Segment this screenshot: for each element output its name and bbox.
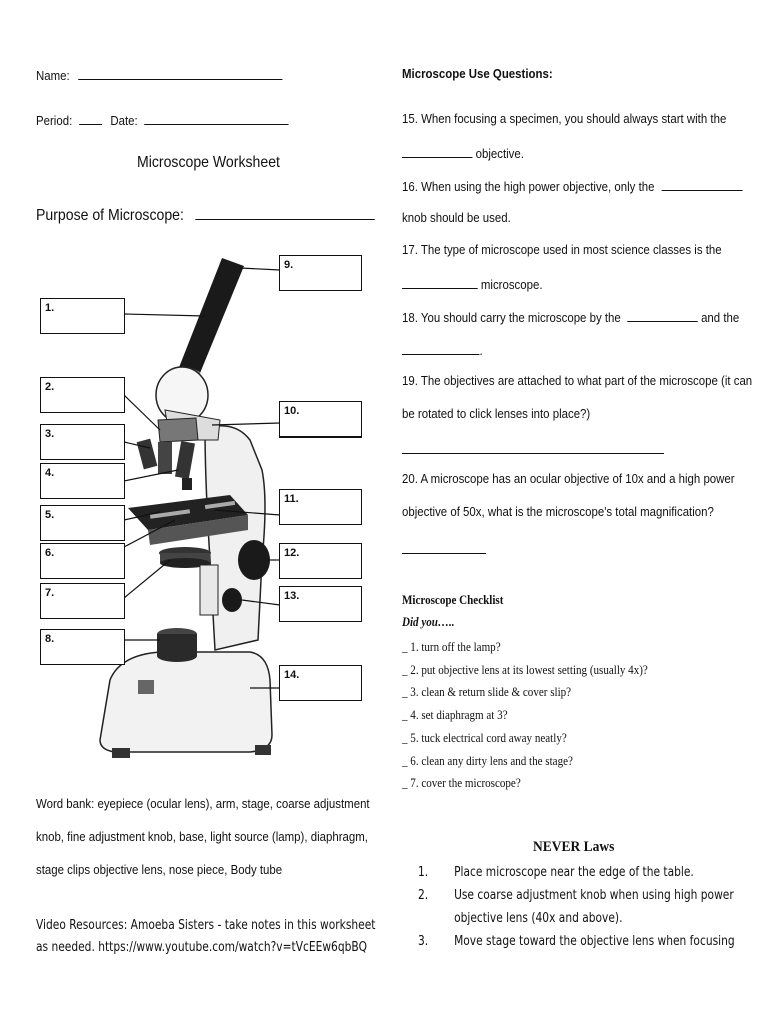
name-line: Name: [36, 66, 282, 83]
q20-answer-blank[interactable] [402, 540, 486, 554]
video-resources-line-1: Video Resources: Amoeba Sisters - take notes in this worksheet [36, 918, 376, 933]
checklist-heading: Microscope Checklist [402, 592, 504, 607]
never-laws-heading: NEVER Laws [533, 839, 615, 855]
question-16-line-2: knob should be used. [402, 210, 511, 225]
label-box-8[interactable]: 8. [40, 629, 125, 665]
question-18-line-2: . [402, 341, 483, 358]
objective-2 [158, 442, 172, 474]
checklist-item-2[interactable]: _ 2. put objective lens at its lowest setting (usually 4x)? [402, 661, 648, 677]
checklist [402, 636, 648, 795]
name-blank[interactable] [78, 66, 282, 80]
question-20-line-1: 20. A microscope has an ocular objective of 10x and a high power [402, 471, 735, 486]
checklist-item-3[interactable]: _ 3. clean & return slide & cover slip? [402, 684, 572, 700]
fine-knob [222, 588, 242, 612]
question-15-line-2: objective. [402, 144, 524, 161]
checklist-item-4[interactable]: _ 4. set diaphragm at 3? [402, 707, 508, 723]
q15-blank[interactable] [402, 144, 472, 158]
base-shape [100, 652, 272, 752]
label-box-14[interactable]: 14. [279, 665, 362, 701]
never-law-2-continued: objective lens (40x and above). [454, 911, 623, 926]
question-16-line-1: 16. When using the high power objective, only the [402, 177, 742, 194]
question-19-line-1: 19. The objectives are attached to what part of the microscope (it can [402, 373, 753, 388]
stage-column [200, 565, 218, 615]
objective-3 [175, 441, 195, 479]
eyepiece-tube [178, 258, 244, 378]
word-bank-line-3: stage clips objective lens, nose piece, Body tube [36, 862, 283, 877]
never-laws-list [418, 861, 735, 953]
question-20-line-2: objective of 50x, what is the microscope's total magnification? [402, 504, 714, 519]
checklist-item-1[interactable]: _ 1. turn off the lamp? [402, 639, 501, 654]
question-15-line-1: 15. When focusing a specimen, you should always start with the [402, 111, 727, 126]
checklist-item-5[interactable]: _ 5. tuck electrical cord away neatly? [402, 729, 567, 745]
label-box-12[interactable]: 12. [279, 543, 362, 579]
purpose-blank[interactable] [195, 205, 375, 220]
period-date-line: Period: Date: [36, 111, 289, 128]
label-box-5[interactable]: 5. [40, 505, 125, 541]
arm-shape [205, 426, 265, 650]
q18-blank-2[interactable] [402, 341, 479, 355]
label-box-2[interactable]: 2. [40, 377, 125, 413]
never-law-2: 2. Use coarse adjustment knob when using high power [418, 888, 734, 903]
q18-blank-1[interactable] [627, 308, 697, 322]
label-box-10[interactable]: 10. [279, 401, 362, 438]
label-box-4[interactable]: 4. [40, 463, 125, 499]
label-box-1[interactable]: 1. [40, 298, 125, 334]
date-blank[interactable] [144, 111, 288, 125]
checklist-subheading: Did you….. [402, 614, 455, 629]
question-17-line-1: 17. The type of microscope used in most science classes is the [402, 242, 722, 257]
question-17-line-2: microscope. [402, 275, 543, 292]
q19-answer-blank[interactable] [402, 440, 664, 454]
q16-blank[interactable] [661, 177, 742, 191]
word-bank-line-1: Word bank: eyepiece (ocular lens), arm, stage, coarse adjustment [36, 796, 370, 811]
word-bank-line-2: knob, fine adjustment knob, base, light source (lamp), diaphragm, [36, 829, 368, 844]
question-19-line-2: be rotated to click lenses into place?) [402, 406, 591, 421]
label-box-3[interactable]: 3. [40, 424, 125, 460]
label-box-13[interactable]: 13. [279, 586, 362, 622]
checklist-item-6[interactable]: _ 6. clean any dirty lens and the stage? [402, 752, 573, 768]
checklist-item-7[interactable]: _ 7. cover the microscope? [402, 775, 521, 791]
label-box-6[interactable]: 6. [40, 543, 125, 579]
question-18-line-1: 18. You should carry the microscope by the and the [402, 310, 740, 325]
objective-1 [137, 439, 158, 470]
questions-heading: Microscope Use Questions: [402, 66, 553, 81]
label-box-11[interactable]: 11. [279, 489, 362, 525]
base-foot-left [112, 748, 130, 758]
q17-blank[interactable] [402, 275, 478, 289]
label-box-9[interactable]: 9. [279, 255, 362, 291]
base-foot-right [255, 745, 271, 755]
purpose-line: Purpose of Microscope: [36, 205, 374, 225]
period-blank[interactable] [79, 111, 102, 125]
coarse-knob [238, 540, 270, 580]
label-box-7[interactable]: 7. [40, 583, 125, 619]
never-law-3: 3. Move stage toward the objective lens when focusing [418, 934, 735, 949]
base-logo [138, 680, 154, 694]
page-title: Microscope Worksheet [137, 154, 280, 171]
never-law-1: 1. Place microscope near the edge of the table. [418, 865, 694, 880]
video-resources-line-2: as needed. https://www.youtube.com/watch?v=tVcEEw6qbBQ [36, 940, 368, 955]
